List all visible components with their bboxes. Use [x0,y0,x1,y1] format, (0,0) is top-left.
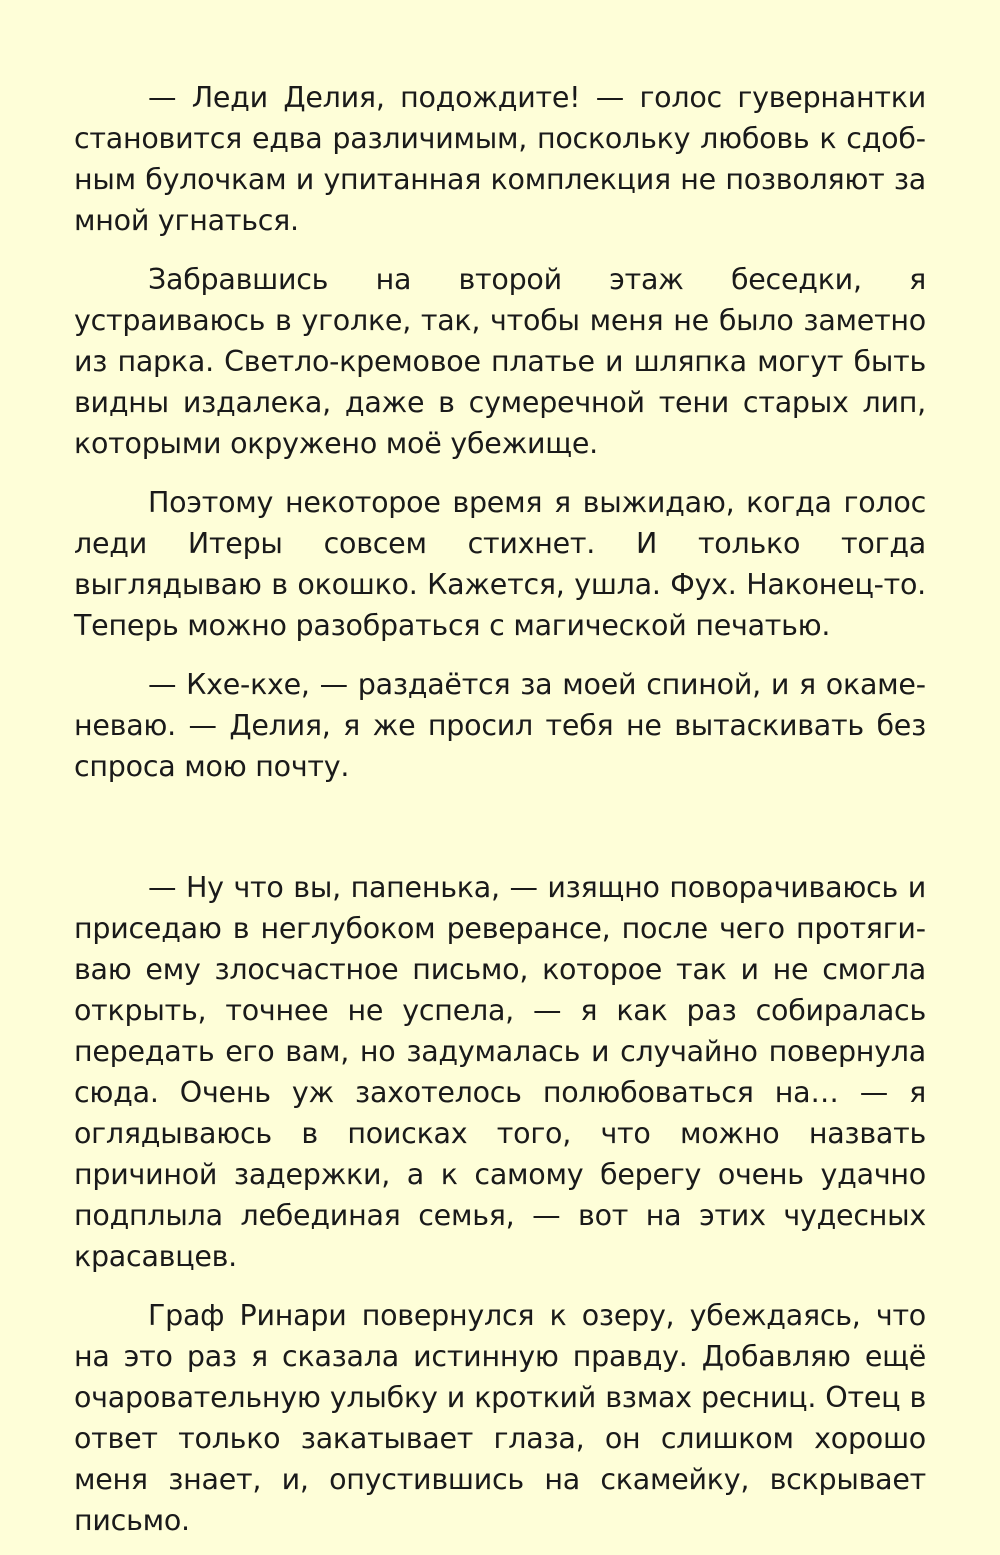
paragraph: Граф Ринари повернулся к озеру, убеждаясь, что на это раз я сказала истинную правду. Добавляю ещё очаровательную улыбку и кроткий взмах ресниц. Отец в ответ только закатывает глаза, он слишком хорошо меня знает, и, опустившись на скамейку, вскрывает письмо. [74,1299,926,1537]
paragraph: — Ну что вы, папенька, — изящно поворачиваюсь и приседаю в неглубоком реверансе, после чего протягиваю ему злосчастное письмо, которое так и не смогла открыть, точнее не успела, — я как раз собиралась передать его вам, но задумалась и случайно повернула сюда. Очень уж захотелось полюбоваться на… — я оглядываюсь в поисках того, что можно назвать причиной задержки, а к самому берегу очень удачно подплыла лебединая семья, — вот на этих чудесных красавцев. [74,871,926,1273]
paragraph: Поэтому некоторое время я выжидаю, когда голос леди Итеры совсем стихнет. И только тогда выглядываю в окошко. Кажется, ушла. Фух. Наконец-то. Теперь можно разобраться с магической печатью. [74,486,926,642]
section-break [74,805,926,867]
paragraph: Забравшись на второй этаж беседки, я устраиваюсь в уголке, так, чтобы меня не было заметно из парка. Светло-кремовое платье и шляпка могут быть видны издалека, даже в сумеречной тени старых лип, которыми окружено моё убежище. [74,263,926,460]
paragraph: — Леди Делия, подождите! — голос гувернантки становится едва различимым, поскольку любовь к сдобным булочкам и упитанная комплекция не позволяют за мной угнаться. [74,81,926,237]
paragraph: — Кхе-кхе, — раздаётся за моей спиной, и я окаменеваю. — Делия, я же просил тебя не вытаскивать без спроса мою почту. [74,668,926,783]
